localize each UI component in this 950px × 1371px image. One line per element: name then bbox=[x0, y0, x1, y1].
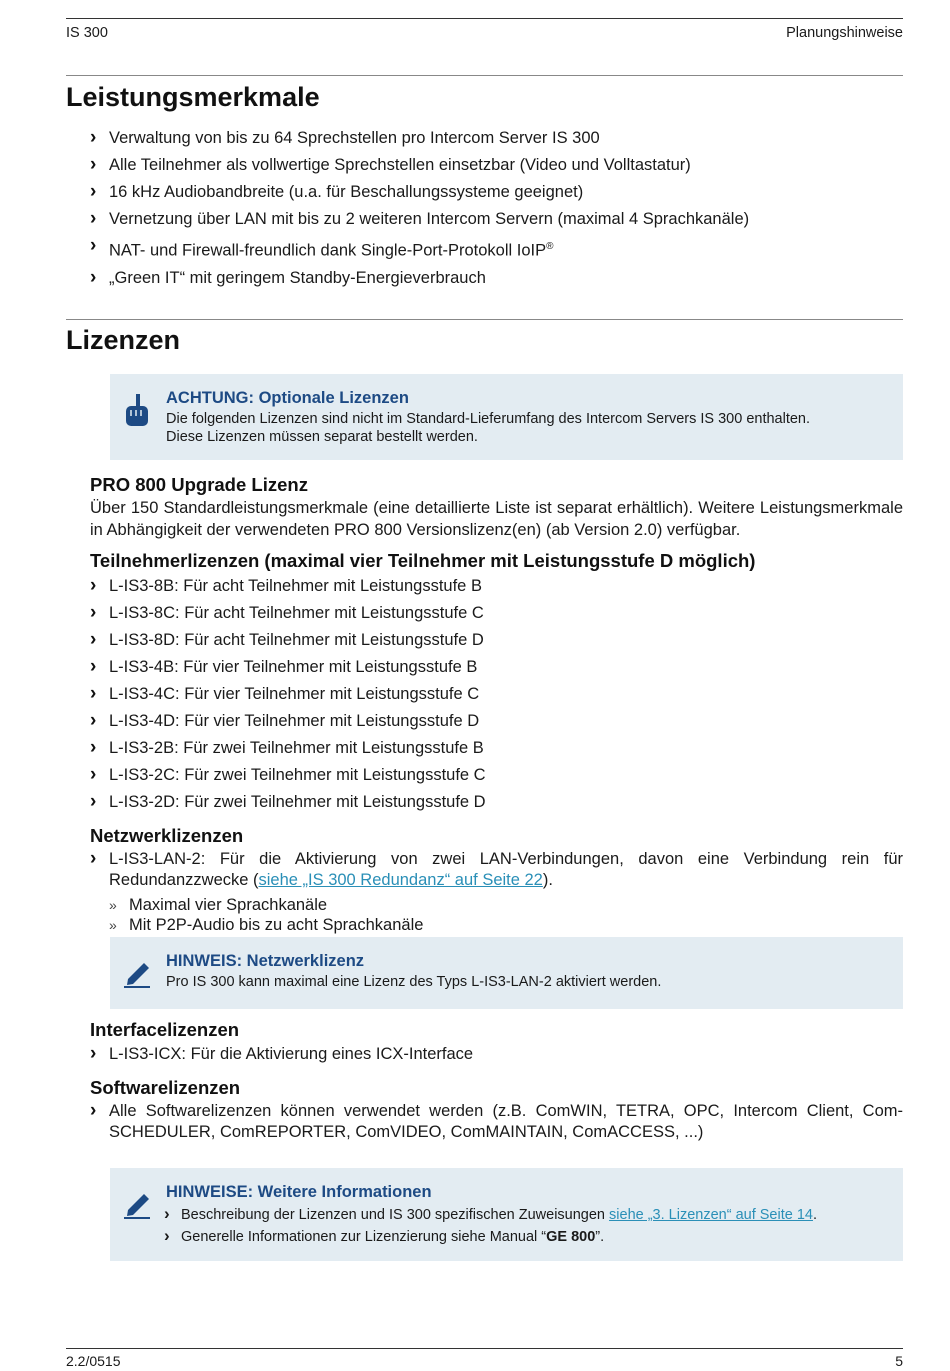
list-item: › L-IS3-4C: Für vier Teilnehmer mit Leistungsstufe C bbox=[88, 681, 903, 708]
section-title-leistungsmerkmale: Leistungsmerkmale bbox=[66, 82, 320, 112]
list-item: › L-IS3-ICX: Für die Aktivierung eines ICX-Interface bbox=[88, 1041, 903, 1068]
section-divider bbox=[66, 319, 903, 320]
interface-title: Interfacelizenzen bbox=[90, 1019, 240, 1040]
footer-version: 2.2/0515 bbox=[66, 1353, 121, 1369]
attention-line-1: Die folgenden Lizenzen sind nicht im Standard-Lieferumfang des Intercom Servers IS 300 enthalten. bbox=[166, 411, 811, 427]
software-title: Softwarelizenzen bbox=[90, 1077, 241, 1098]
interface-list bbox=[88, 1041, 903, 1068]
software-list bbox=[88, 1101, 903, 1143]
page-number: 5 bbox=[895, 1353, 903, 1369]
hint-box-weitere bbox=[110, 1168, 903, 1261]
header-product: IS 300 bbox=[66, 25, 108, 41]
list-item: › „Green IT“ mit geringem Standby-Energieverbrauch bbox=[88, 265, 903, 292]
list-item: › 16 kHz Audiobandbreite (u.a. für Beschallungssysteme geeignet) bbox=[88, 179, 903, 206]
hints-title: HINWEISE: Weitere Informationen bbox=[166, 1183, 432, 1201]
teilnehmer-list bbox=[88, 573, 903, 816]
hint-text: Pro IS 300 kann maximal eine Lizenz des Typs L-IS3-LAN-2 aktiviert werden. bbox=[166, 974, 662, 990]
netzwerk-sublist bbox=[108, 895, 903, 935]
list-item: › L-IS3-8D: Für acht Teilnehmer mit Leistungsstufe D bbox=[88, 627, 903, 654]
list-item: › L-IS3-4D: Für vier Teilnehmer mit Leistungsstufe D bbox=[88, 708, 903, 735]
hand-pointing-icon bbox=[122, 392, 152, 428]
list-item: › Alle Softwarelizenzen können verwendet werden (z.B. ComWIN, TETRA, OPC, Intercom Client, ComSCHEDULER, ComREPORTER, ComVIDEO, ComMAINTAIN, ComACCESS, ...) bbox=[88, 1101, 903, 1143]
hint-title: HINWEIS: Netzwerklizenz bbox=[166, 952, 365, 970]
link-redundanz[interactable]: siehe „IS 300 Redundanz“ auf Seite 22 bbox=[258, 871, 543, 889]
netzwerk-list bbox=[88, 849, 903, 891]
pencil-icon bbox=[122, 953, 152, 989]
page-header bbox=[66, 18, 903, 55]
hints-list bbox=[164, 1204, 891, 1248]
teilnehmer-title: Teilnehmerlizenzen (maximal vier Teilnehmer mit Leistungsstufe D möglich) bbox=[90, 550, 756, 571]
list-item: › Vernetzung über LAN mit bis zu 2 weiteren Intercom Servern (maximal 4 Sprachkanäle) bbox=[88, 206, 903, 233]
list-item: › L-IS3-2D: Für zwei Teilnehmer mit Leistungsstufe D bbox=[88, 789, 903, 816]
list-item: › Beschreibung der Lizenzen und IS 300 spezifischen Zuweisungen siehe „3. Lizenzen“ auf Seite 14. bbox=[164, 1204, 891, 1226]
section-title-lizenzen: Lizenzen bbox=[66, 325, 181, 355]
sub-list-item: » Mit P2P-Audio bis zu acht Sprachkanäle bbox=[108, 915, 903, 935]
list-item: › L-IS3-LAN-2: Für die Aktivierung von zwei LAN-Verbindungen, davon eine Verbindung rein für Redundanzzwecke (siehe „IS 300 Redundanz“ auf Seite 22). bbox=[88, 849, 903, 891]
attention-box bbox=[110, 374, 903, 460]
list-item: › L-IS3-2B: Für zwei Teilnehmer mit Leistungsstufe B bbox=[88, 735, 903, 762]
leistungsmerkmale-list bbox=[88, 125, 903, 292]
link-lizenzen[interactable]: siehe „3. Lizenzen“ auf Seite 14 bbox=[609, 1207, 813, 1223]
pro800-text: Über 150 Standardleistungsmerkmale (eine detaillierte Liste ist separat erhältlich). Weitere Leistungsmerkmale in Abhängigkeit der verwendeten PRO 800 Versionslizenz(en) (ab Version 2.0) verfügbar. bbox=[90, 499, 903, 539]
list-item: › L-IS3-4B: Für vier Teilnehmer mit Leistungsstufe B bbox=[88, 654, 903, 681]
list-item: › Generelle Informationen zur Lizenzierung siehe Manual “GE 800”. bbox=[164, 1226, 891, 1248]
list-item: › L-IS3-8C: Für acht Teilnehmer mit Leistungsstufe C bbox=[88, 600, 903, 627]
netzwerk-title: Netzwerklizenzen bbox=[90, 825, 244, 846]
list-item: › NAT- und Firewall-freundlich dank Single-Port-Protokoll IoIP® bbox=[88, 233, 903, 265]
sub-list-item: » Maximal vier Sprachkanäle bbox=[108, 895, 903, 915]
pencil-icon bbox=[122, 1184, 152, 1220]
attention-title: ACHTUNG: Optionale Lizenzen bbox=[166, 389, 409, 407]
list-item: › Alle Teilnehmer als vollwertige Sprechstellen einsetzbar (Video und Volltastatur) bbox=[88, 152, 903, 179]
list-item: › L-IS3-2C: Für zwei Teilnehmer mit Leistungsstufe C bbox=[88, 762, 903, 789]
header-chapter: Planungshinweise bbox=[786, 25, 903, 41]
section-divider bbox=[66, 75, 903, 76]
list-item: › Verwaltung von bis zu 64 Sprechstellen pro Intercom Server IS 300 bbox=[88, 125, 903, 152]
registered-mark: ® bbox=[546, 241, 554, 252]
attention-line-2: Diese Lizenzen müssen separat bestellt werden. bbox=[166, 429, 478, 445]
hint-box-netzwerk bbox=[110, 937, 903, 1009]
pro800-title: PRO 800 Upgrade Lizenz bbox=[90, 474, 308, 495]
list-item: › L-IS3-8B: Für acht Teilnehmer mit Leistungsstufe B bbox=[88, 573, 903, 600]
footer-divider bbox=[66, 1348, 903, 1349]
